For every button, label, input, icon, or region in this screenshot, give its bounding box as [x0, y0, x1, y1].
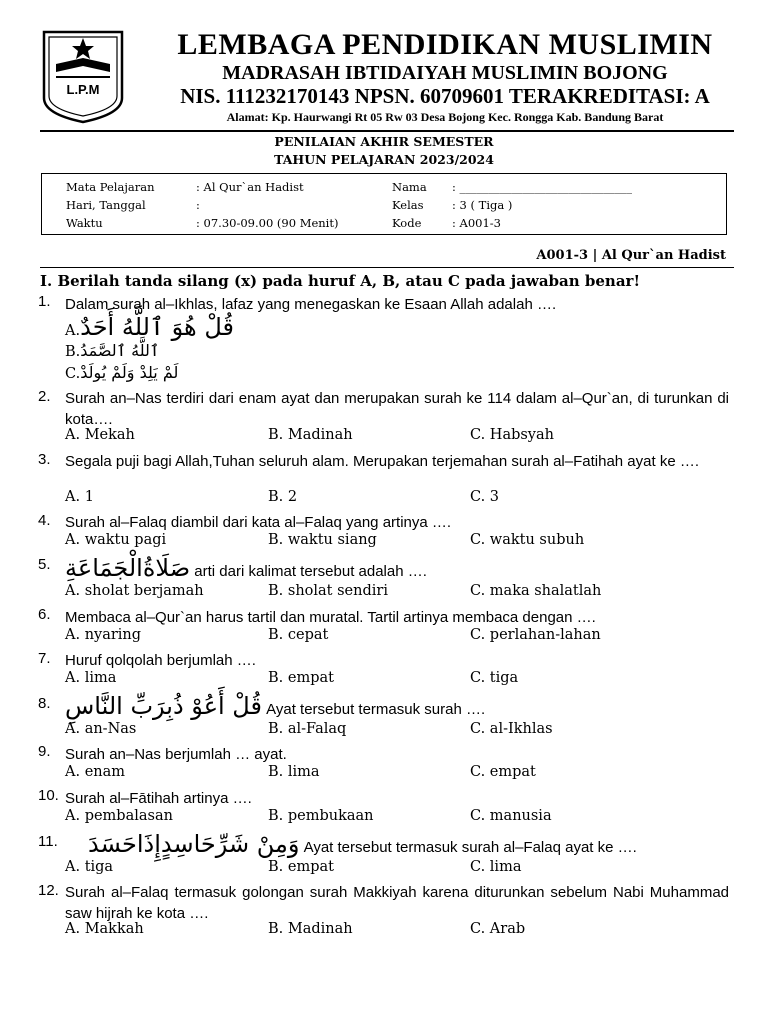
question-number: 1. — [38, 293, 51, 310]
option-letter: C. — [65, 366, 81, 382]
answer-option-a[interactable]: A. sholat berjamah — [65, 583, 204, 599]
question-number: 7. — [38, 650, 51, 667]
question-number: 11. — [38, 833, 58, 850]
question-number: 9. — [38, 743, 51, 760]
instruction-text: I. Berilah tanda silang (x) pada huruf A, B, atau C pada jawaban benar! — [40, 272, 641, 290]
answer-option-b[interactable]: B. 2 — [268, 489, 298, 505]
section-divider — [40, 267, 734, 268]
option-letter: B. — [65, 344, 81, 360]
answer-option-b[interactable]: B. cepat — [268, 627, 329, 643]
institution-name: LEMBAGA PENDIDIKAN MUSLIMIN — [177, 28, 713, 61]
header-divider — [40, 130, 734, 132]
kode-label: Kode — [392, 216, 422, 230]
logo-text: L.P.M — [66, 82, 100, 97]
mapel-value: : Al Qur`an Hadist — [196, 180, 304, 194]
option-letter: A. — [65, 323, 81, 339]
hari-label: Hari, Tanggal — [66, 198, 146, 212]
question-text: Surah an–Nas terdiri dari enam ayat dan merupakan surah ke 114 dalam al–Qur`an, di turunkan di kota…. — [65, 390, 729, 428]
answer-option-a[interactable]: A. pembalasan — [65, 808, 173, 824]
question-text — [88, 830, 728, 858]
answer-option-c[interactable]: C. manusia — [470, 808, 552, 824]
question-number: 4. — [38, 512, 51, 529]
question-number: 3. — [38, 451, 51, 468]
question-text-tail: Ayat tersebut termasuk surah al–Falaq ayat ke …. — [303, 839, 637, 856]
answer-option-a[interactable]: A. an-Nas — [65, 721, 137, 737]
question-number: 2. — [38, 388, 51, 405]
answer-option-c[interactable]: C. al-Ikhlas — [470, 721, 553, 737]
answer-option-a[interactable]: A. enam — [65, 764, 126, 780]
star-icon — [72, 38, 94, 59]
arabic-text: قُلْ هُوَ ٱللَّهُ أَحَدٌ — [80, 313, 234, 341]
school-ids: NIS. 111232170143 NPSN. 60709601 TERAKREDITASI: A — [180, 84, 710, 108]
question-text: Surah al–Falaq diambil dari kata al–Falaq yang artinya …. — [65, 514, 452, 531]
answer-option-c[interactable]: C. waktu subuh — [470, 532, 585, 548]
exam-title: PENILAIAN AKHIR SEMESTER — [274, 134, 494, 149]
question-text: Surah al–Falaq termasuk golongan surah Makkiyah karena diturunkan sebelum Nabi Muhammad saw hijrah ke kota …. — [65, 884, 729, 922]
answer-option-c[interactable]: C. 3 — [470, 489, 500, 505]
answer-option-c[interactable]: C. Habsyah — [470, 427, 554, 443]
arabic-text: صَلَاةُالْجَمَاعَةِ — [65, 554, 191, 582]
answer-option-c[interactable]: C. maka shalatlah — [470, 583, 602, 599]
arabic-text: لَمْ يَلِدْ وَلَمْ يُولَدْ — [80, 363, 179, 382]
answer-option-c[interactable]: C. tiga — [470, 670, 519, 686]
nama-label: Nama — [392, 180, 427, 194]
answer-option-b[interactable]: B. empat — [268, 859, 334, 875]
answer-option-c[interactable]: C. perlahan-lahan — [470, 627, 601, 643]
question-number: 8. — [38, 695, 51, 712]
question-text: Huruf qolqolah berjumlah …. — [65, 652, 256, 669]
answer-option-a[interactable]: A. Makkah — [65, 921, 144, 937]
school-address: Alamat: Kp. Haurwangi Rt 05 Rw 03 Desa Bojong Kec. Rongga Kab. Bandung Barat — [226, 110, 664, 124]
answer-option-b[interactable] — [65, 341, 159, 360]
answer-option-a[interactable]: A. Mekah — [65, 427, 135, 443]
question-text-tail: arti dari kalimat tersebut adalah …. — [194, 563, 427, 580]
question-text: Surah an–Nas berjumlah … ayat. — [65, 746, 287, 763]
school-logo — [40, 28, 126, 124]
question-text: Membaca al–Qur`an harus tartil dan muratal. Tartil artinya membaca dengan …. — [65, 609, 596, 626]
hari-value: : — [196, 198, 200, 212]
question-text: Segala puji bagi Allah,Tuhan seluruh alam. Merupakan terjemahan surah al–Fatihah ayat ke …. — [65, 453, 699, 470]
answer-option-a[interactable]: A. lima — [65, 670, 117, 686]
answer-option-b[interactable]: B. Madinah — [268, 427, 353, 443]
answer-option-b[interactable]: B. waktu siang — [268, 532, 377, 548]
exam-code-line: A001-3 | Al Qur`an Hadist — [536, 248, 726, 263]
school-name: MADRASAH IBTIDAIYAH MUSLIMIN BOJONG — [222, 62, 668, 84]
answer-option-c[interactable]: C. Arab — [470, 921, 526, 937]
question-text — [65, 692, 729, 720]
mapel-label: Mata Pelajaran — [66, 180, 155, 194]
question-number: 5. — [38, 556, 51, 573]
answer-option-a[interactable]: A. 1 — [65, 489, 94, 505]
question-number: 12. — [38, 882, 59, 899]
answer-option-a[interactable]: A. nyaring — [65, 627, 142, 643]
waktu-value: : 07.30-09.00 (90 Menit) — [196, 216, 339, 230]
question-text: Surah al–Fātihah artinya …. — [65, 790, 252, 807]
kelas-value: : 3 ( Tiga ) — [452, 198, 513, 212]
exam-info-box — [41, 173, 727, 235]
answer-option-a[interactable]: A. waktu pagi — [65, 532, 167, 548]
answer-option-b[interactable]: B. Madinah — [268, 921, 353, 937]
arabic-text: ٱللَّهُ ٱلصَّمَدُ — [80, 341, 160, 360]
question-number: 10. — [38, 787, 59, 804]
answer-option-b[interactable]: B. empat — [268, 670, 334, 686]
question-text-tail: Ayat tersebut termasuk surah …. — [266, 701, 486, 718]
answer-option-a[interactable]: A. tiga — [65, 859, 114, 875]
arabic-text: قُلْ أَعُوْ ذُبِرَبِّ النَّاسِ — [65, 692, 262, 720]
answer-option-c[interactable]: C. lima — [470, 859, 522, 875]
nama-field[interactable]: : ______________________________ — [452, 180, 633, 194]
kode-value: : A001-3 — [452, 216, 501, 230]
question-text: Dalam surah al–Ikhlas, lafaz yang menegaskan ke Esaan Allah adalah …. — [65, 296, 557, 313]
answer-option-b[interactable]: B. sholat sendiri — [268, 583, 388, 599]
answer-option-c[interactable] — [65, 363, 178, 382]
question-text — [65, 554, 729, 582]
answer-option-c[interactable]: C. empat — [470, 764, 536, 780]
arabic-text: وَمِنْ شَرِّحَاسِدٍإِذَاحَسَدَ — [88, 830, 300, 858]
question-number: 6. — [38, 606, 51, 623]
waktu-label: Waktu — [66, 216, 103, 230]
answer-option-b[interactable]: B. al-Falaq — [268, 721, 347, 737]
answer-option-a[interactable] — [65, 313, 234, 341]
exam-year: TAHUN PELAJARAN 2023/2024 — [274, 152, 494, 167]
kelas-label: Kelas — [392, 198, 424, 212]
answer-option-b[interactable]: B. pembukaan — [268, 808, 374, 824]
answer-option-b[interactable]: B. lima — [268, 764, 320, 780]
